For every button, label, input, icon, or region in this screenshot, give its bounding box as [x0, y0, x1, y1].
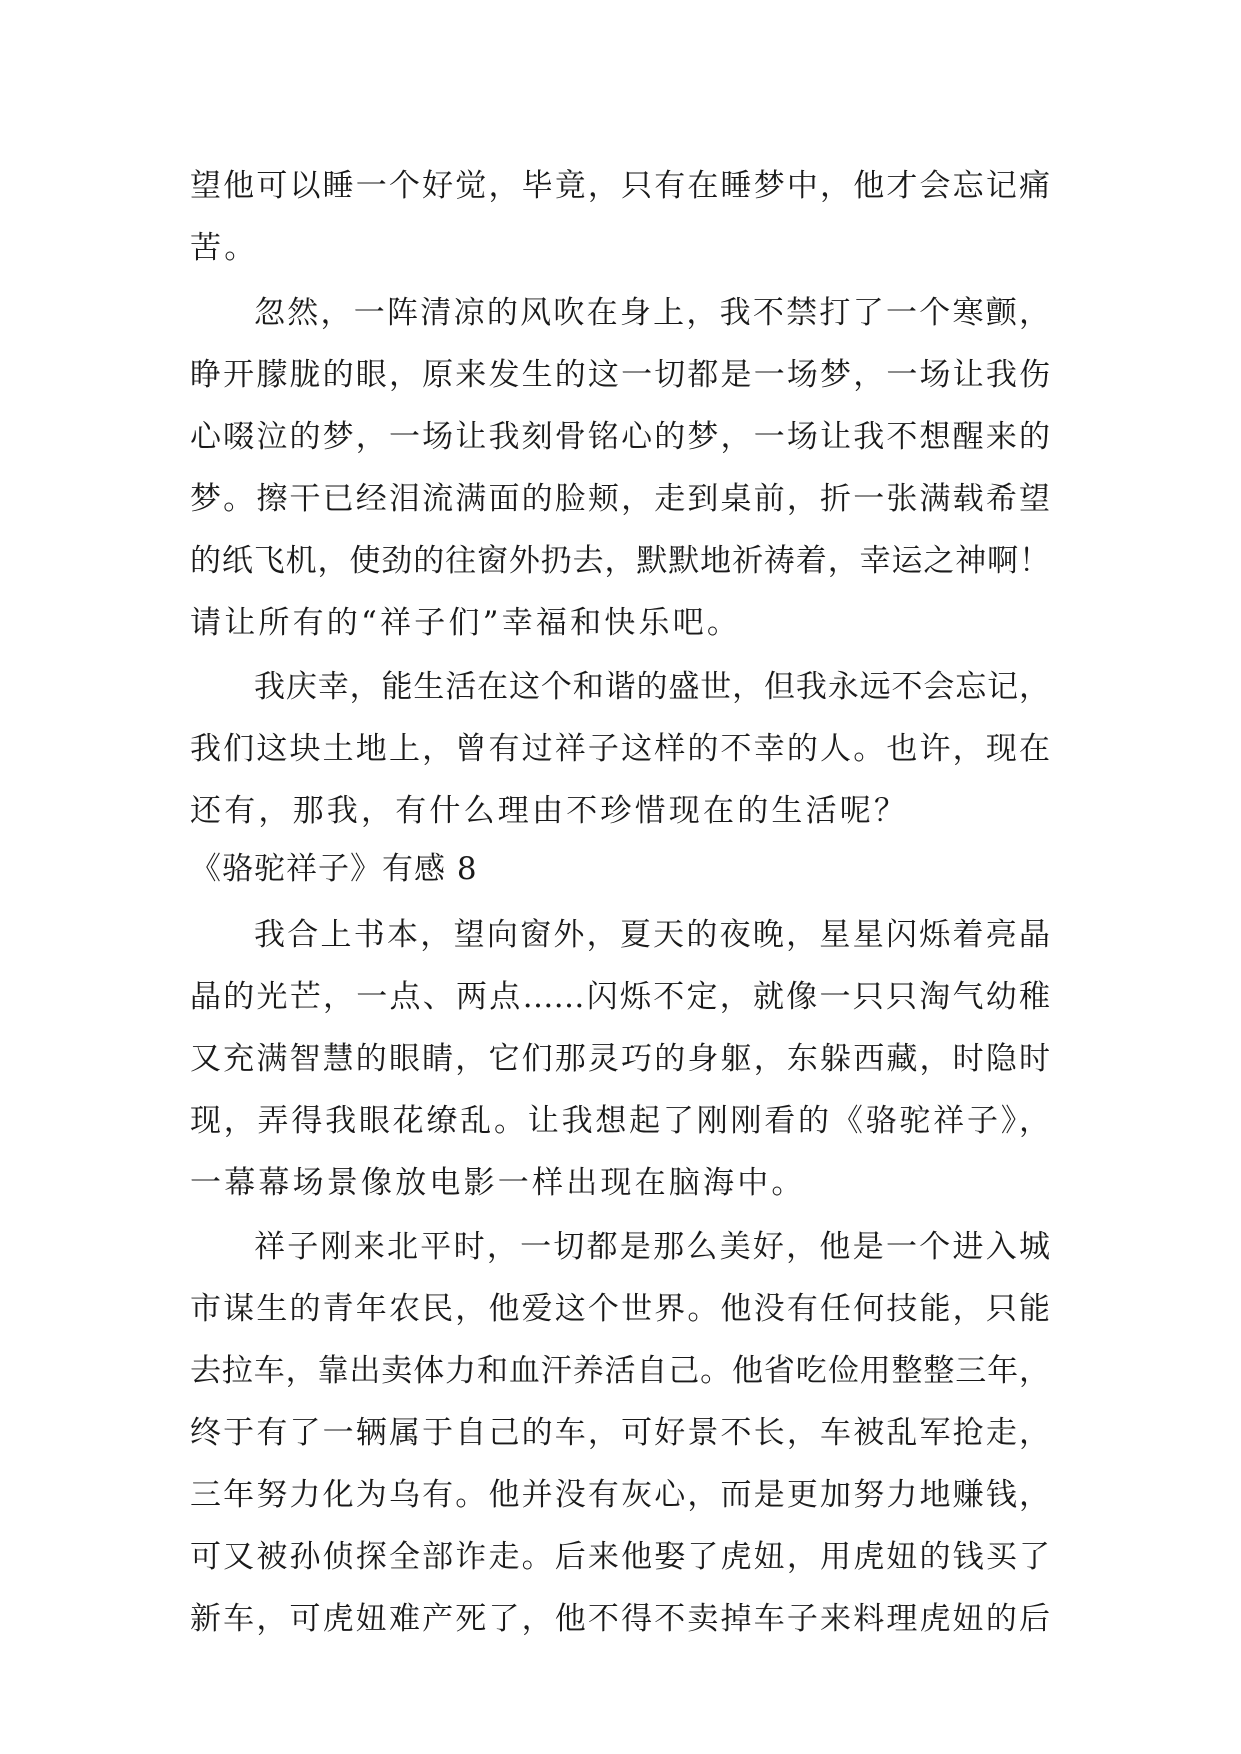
text-line: 现，弄得我眼花缭乱。让我想起了刚刚看的《骆驼祥子》，	[190, 1103, 1050, 1139]
text-line: 还有，那我，有什么理由不珍惜现在的生活呢？	[190, 793, 909, 829]
text-line: 望他可以睡一个好觉，毕竟，只有在睡梦中，他才会忘记痛	[190, 168, 1050, 204]
text-line: 睁开朦胧的眼，原来发生的这一切都是一场梦，一场让我伤	[190, 357, 1050, 393]
text-line: 三年努力化为乌有。他并没有灰心，而是更加努力地赚钱，	[190, 1477, 1050, 1513]
text-line: 苦。	[190, 230, 259, 266]
text-line: 可又被孙侦探全部诈走。后来他娶了虎妞，用虎妞的钱买了	[190, 1539, 1050, 1575]
text-line: 心啜泣的梦，一场让我刻骨铭心的梦，一场让我不想醒来的	[190, 419, 1050, 455]
text-line: 请让所有的“祥子们”幸福和快乐吧。	[190, 605, 742, 641]
text-line: 我合上书本，望向窗外，夏天的夜晚，星星闪烁着亮晶	[254, 917, 1050, 953]
text-line: 梦。擦干已经泪流满面的脸颊，走到桌前，折一张满载希望	[190, 481, 1050, 517]
text-line: 一幕幕场景像放电影一样出现在脑海中。	[190, 1165, 806, 1201]
text-line: 祥子刚来北平时，一切都是那么美好，他是一个进入城	[254, 1229, 1050, 1265]
text-line: 终于有了一辆属于自己的车，可好景不长，车被乱军抢走，	[190, 1415, 1050, 1451]
text-line: 又充满智慧的眼睛，它们那灵巧的身躯，东躲西藏，时隐时	[190, 1041, 1050, 1077]
text-line: 晶的光芒，一点、两点……闪烁不定，就像一只只淘气幼稚	[190, 979, 1050, 1015]
section-heading: 《骆驼祥子》有感 8	[190, 851, 478, 887]
text-line: 的纸飞机，使劲的往窗外扔去，默默地祈祷着，幸运之神啊！	[190, 543, 1050, 579]
text-line: 新车，可虎妞难产死了，他不得不卖掉车子来料理虎妞的后	[190, 1601, 1050, 1637]
text-line: 忽然，一阵清凉的风吹在身上，我不禁打了一个寒颤，	[254, 295, 1050, 331]
text-line: 我庆幸，能生活在这个和谐的盛世，但我永远不会忘记，	[254, 669, 1050, 705]
text-line: 市谋生的青年农民，他爱这个世界。他没有任何技能，只能	[190, 1291, 1050, 1327]
text-line: 我们这块土地上，曾有过祥子这样的不幸的人。也许，现在	[190, 731, 1050, 767]
text-line: 去拉车，靠出卖体力和血汗养活自己。他省吃俭用整整三年，	[190, 1353, 1050, 1389]
